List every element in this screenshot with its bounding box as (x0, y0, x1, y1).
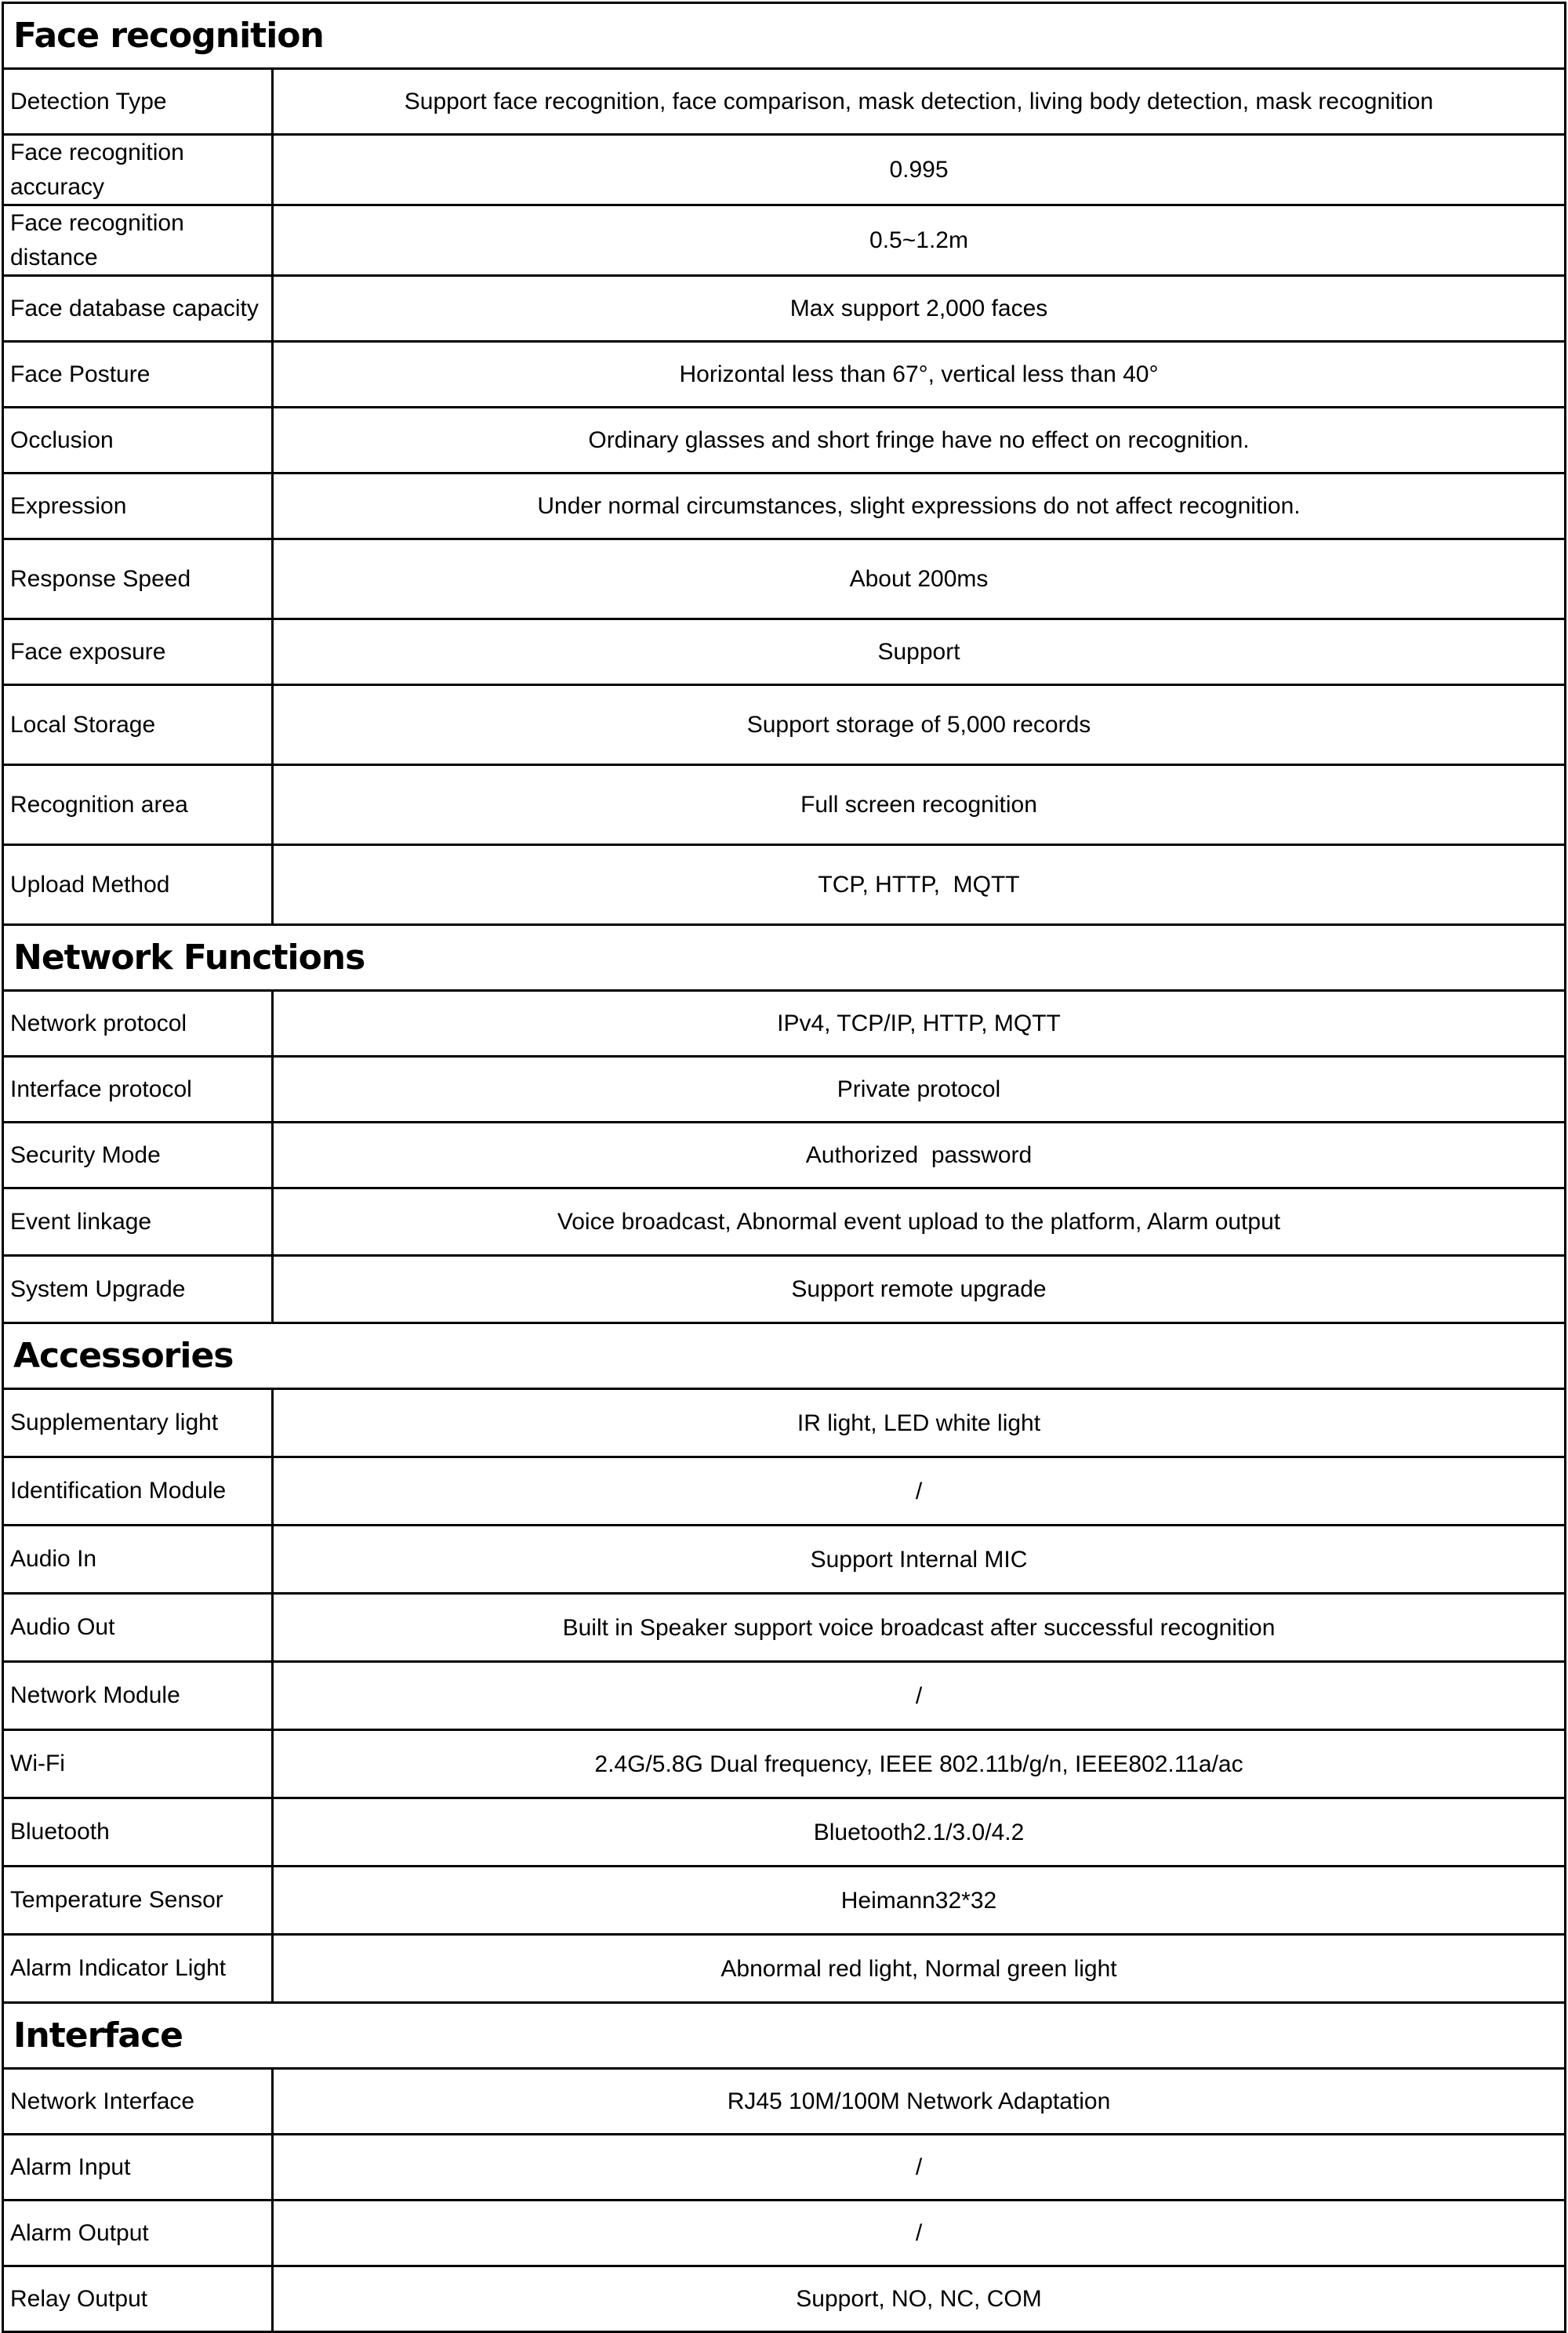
table-row (3, 2201, 1566, 2266)
section-title: Network Functions (3, 925, 1566, 991)
spec-label: Relay Output (3, 2266, 273, 2332)
spec-label: Bluetooth (3, 1798, 273, 1867)
spec-value: Full screen recognition (273, 765, 1566, 845)
spec-label: Alarm Input (3, 2135, 273, 2201)
table-row (3, 619, 1566, 685)
spec-label: Face recognition distance (3, 205, 273, 276)
spec-value: / (273, 2135, 1566, 2201)
spec-label: Occlusion (3, 408, 273, 473)
section-title: Interface (3, 2003, 1566, 2069)
spec-label: Temperature Sensor (3, 1867, 273, 1935)
spec-value: Support Internal MIC (273, 1526, 1566, 1594)
table-row (3, 1935, 1566, 2003)
spec-label: Interface protocol (3, 1057, 273, 1123)
table-row (3, 1662, 1566, 1730)
spec-label: Detection Type (3, 69, 273, 135)
table-row (3, 135, 1566, 205)
table-row (3, 408, 1566, 473)
spec-label: Audio In (3, 1526, 273, 1594)
spec-value: Support, NO, NC, COM (273, 2266, 1566, 2332)
spec-value: 0.5~1.2m (273, 205, 1566, 276)
table-row (3, 765, 1566, 845)
spec-value: Support remote upgrade (273, 1256, 1566, 1323)
spec-value: TCP, HTTP, MQTT (273, 845, 1566, 925)
spec-label: Alarm Output (3, 2201, 273, 2266)
table-row (3, 1188, 1566, 1256)
section-header-interface (3, 2003, 1566, 2069)
spec-table (2, 2, 1566, 2333)
table-row (3, 1730, 1566, 1798)
spec-value: Max support 2,000 faces (273, 276, 1566, 342)
spec-label: Security Mode (3, 1123, 273, 1188)
spec-value: IR light, LED white light (273, 1389, 1566, 1457)
spec-value: Voice broadcast, Abnormal event upload to the platform, Alarm output (273, 1188, 1566, 1256)
section-title: Accessories (3, 1323, 1566, 1389)
table-row (3, 2135, 1566, 2201)
spec-value: / (273, 1662, 1566, 1730)
table-row (3, 2266, 1566, 2332)
spec-label: Upload Method (3, 845, 273, 925)
table-row (3, 1867, 1566, 1935)
table-row (3, 1526, 1566, 1594)
spec-label: Supplementary light (3, 1389, 273, 1457)
section-header-face-recognition (3, 3, 1566, 69)
table-row (3, 1594, 1566, 1662)
table-row (3, 1123, 1566, 1188)
spec-value: Bluetooth2.1/3.0/4.2 (273, 1798, 1566, 1867)
table-row (3, 1457, 1566, 1526)
spec-value: Heimann32*32 (273, 1867, 1566, 1935)
spec-label: Identification Module (3, 1457, 273, 1526)
table-row (3, 1256, 1566, 1323)
table-row (3, 1389, 1566, 1457)
spec-label: Wi-Fi (3, 1730, 273, 1798)
section-title: Face recognition (3, 3, 1566, 69)
table-row (3, 1798, 1566, 1867)
table-row (3, 69, 1566, 135)
spec-label: Face recognition accuracy (3, 135, 273, 205)
spec-label: Response Speed (3, 539, 273, 619)
spec-value: IPv4, TCP/IP, HTTP, MQTT (273, 991, 1566, 1057)
spec-label: Face database capacity (3, 276, 273, 342)
spec-value: Abnormal red light, Normal green light (273, 1935, 1566, 2003)
spec-label: Recognition area (3, 765, 273, 845)
section-header-network-functions (3, 925, 1566, 991)
spec-value: / (273, 2201, 1566, 2266)
spec-value: Ordinary glasses and short fringe have no effect on recognition. (273, 408, 1566, 473)
spec-value: 0.995 (273, 135, 1566, 205)
spec-label: Expression (3, 473, 273, 539)
spec-value: Private protocol (273, 1057, 1566, 1123)
spec-label: Face Posture (3, 342, 273, 408)
spec-label: Alarm Indicator Light (3, 1935, 273, 2003)
spec-label: Network protocol (3, 991, 273, 1057)
spec-label: Network Module (3, 1662, 273, 1730)
table-row (3, 205, 1566, 276)
table-row (3, 539, 1566, 619)
table-row (3, 473, 1566, 539)
spec-value: Support face recognition, face comparison, mask detection, living body detection, mask recognition (273, 69, 1566, 135)
spec-value: Built in Speaker support voice broadcast after successful recognition (273, 1594, 1566, 1662)
table-row (3, 991, 1566, 1057)
section-header-accessories (3, 1323, 1566, 1389)
spec-value: RJ45 10M/100M Network Adaptation (273, 2069, 1566, 2135)
table-row (3, 2069, 1566, 2135)
spec-value: Horizontal less than 67°, vertical less than 40° (273, 342, 1566, 408)
spec-label: System Upgrade (3, 1256, 273, 1323)
spec-label: Event linkage (3, 1188, 273, 1256)
spec-label: Audio Out (3, 1594, 273, 1662)
spec-label: Face exposure (3, 619, 273, 685)
table-row (3, 845, 1566, 925)
table-row (3, 342, 1566, 408)
spec-value: About 200ms (273, 539, 1566, 619)
table-row (3, 1057, 1566, 1123)
spec-value: Under normal circumstances, slight expressions do not affect recognition. (273, 473, 1566, 539)
spec-value: 2.4G/5.8G Dual frequency, IEEE 802.11b/g/n, IEEE802.11a/ac (273, 1730, 1566, 1798)
spec-value: Support storage of 5,000 records (273, 685, 1566, 765)
spec-label: Network Interface (3, 2069, 273, 2135)
spec-value: Support (273, 619, 1566, 685)
spec-value: / (273, 1457, 1566, 1526)
table-row (3, 685, 1566, 765)
spec-value: Authorized password (273, 1123, 1566, 1188)
spec-label: Local Storage (3, 685, 273, 765)
table-row (3, 276, 1566, 342)
